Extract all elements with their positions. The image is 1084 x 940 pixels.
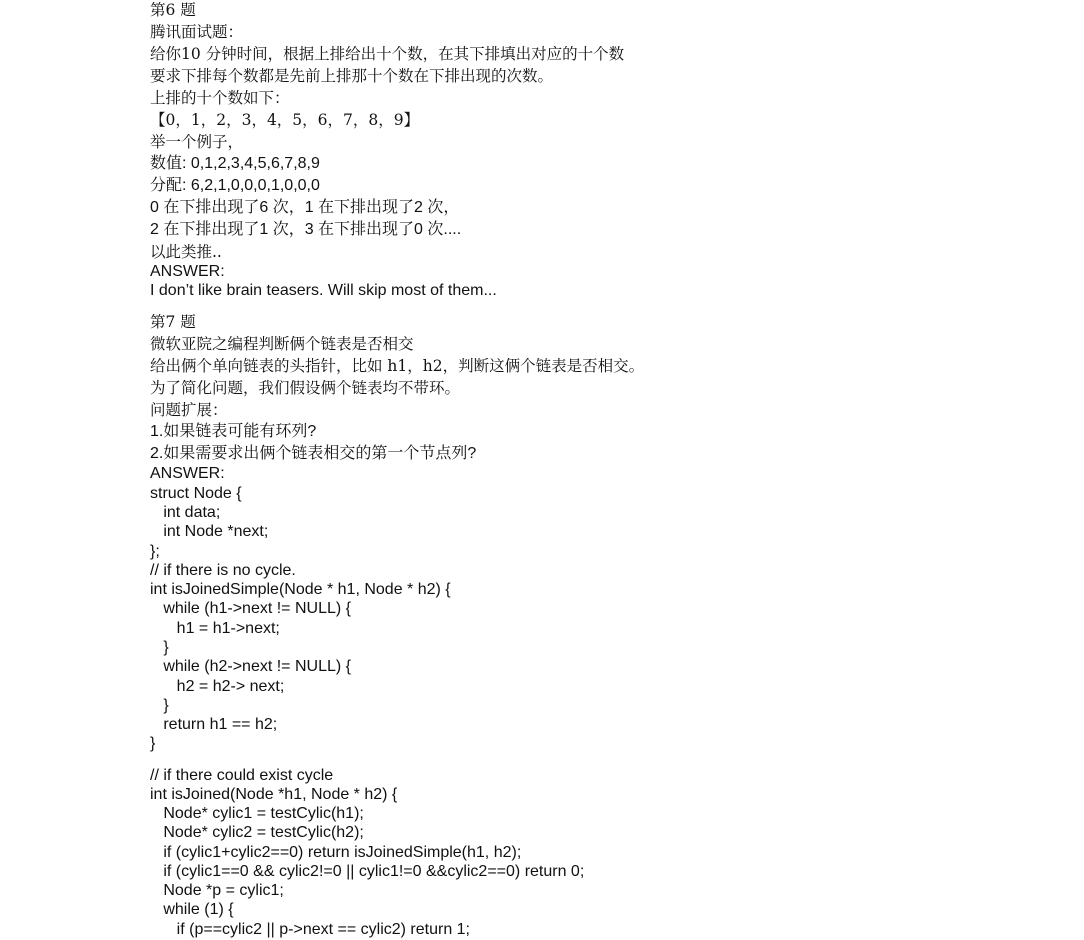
- code-line: if (cylic1==0 && cylic2!=0 || cylic1!=0 &&cylic2==0) return 0;: [150, 863, 585, 880]
- q6-distribution-line: 分配: 6,2,1,0,0,0,1,0,0,0: [150, 177, 320, 194]
- code-line: int data;: [150, 504, 221, 521]
- code-line: while (h1->next != NULL) {: [150, 600, 351, 617]
- q7-extension-2: 2.如果需要求出俩个链表相交的第一个节点列?: [150, 445, 477, 462]
- q7-desc-2: 为了简化问题，我们假设俩个链表均不带环。: [150, 379, 461, 397]
- code-line: h2 = h2-> next;: [150, 678, 285, 695]
- code-line: }: [150, 697, 169, 714]
- q6-subtitle: 腾讯面试题：: [150, 23, 244, 41]
- q6-title: 第6 题: [150, 1, 196, 19]
- code-line: Node *p = cylic1;: [150, 882, 284, 899]
- code-line: return h1 == h2;: [150, 716, 278, 733]
- q7-title: 第7 题: [150, 313, 196, 331]
- q7-answer-label: ANSWER:: [150, 465, 225, 482]
- q6-answer-label: ANSWER:: [150, 263, 225, 280]
- code-line: int isJoinedSimple(Node * h1, Node * h2) {: [150, 581, 451, 598]
- q6-answer-text: I don’t like brain teasers. Will skip most of them...: [150, 282, 497, 299]
- code-line: // if there is no cycle.: [150, 562, 296, 579]
- code-line: // if there could exist cycle: [150, 767, 334, 784]
- q7-extension-1: 1.如果链表可能有环列?: [150, 423, 317, 440]
- q6-etc: 以此类推..: [150, 243, 222, 261]
- q7-extension-label: 问题扩展：: [150, 401, 228, 419]
- q7-desc-1: 给出俩个单向链表的头指针，比如 h1，h2，判断这俩个链表是否相交。: [150, 357, 645, 375]
- q6-desc-2: 要求下排每个数都是先前上排那十个数在下排出现的次数。: [150, 67, 554, 85]
- code-line: if (p==cylic2 || p->next == cylic2) return 1;: [150, 921, 470, 938]
- q6-explain-2: 2 在下排出现了1 次，3 在下排出现了0 次....: [150, 221, 462, 238]
- q7-subtitle: 微软亚院之编程判断俩个链表是否相交: [150, 335, 414, 353]
- code-line: };: [150, 543, 160, 560]
- code-line: }: [150, 639, 169, 656]
- q6-values-line: 数值: 0,1,2,3,4,5,6,7,8,9: [150, 155, 320, 172]
- code-line: struct Node {: [150, 485, 242, 502]
- code-line: Node* cylic1 = testCylic(h1);: [150, 805, 364, 822]
- code-line: int Node *next;: [150, 523, 269, 540]
- q6-desc-3: 上排的十个数如下：: [150, 89, 290, 107]
- q6-numbers: 【0，1，2，3，4，5，6，7，8，9】: [150, 111, 420, 129]
- code-line: h1 = h1->next;: [150, 620, 280, 637]
- code-line: while (h2->next != NULL) {: [150, 658, 351, 675]
- code-line: Node* cylic2 = testCylic(h2);: [150, 824, 364, 841]
- q6-example-intro: 举一个例子，: [150, 133, 244, 151]
- code-line: }: [150, 735, 156, 752]
- code-line: int isJoined(Node *h1, Node * h2) {: [150, 786, 398, 803]
- code-line: if (cylic1+cylic2==0) return isJoinedSimple(h1, h2);: [150, 844, 522, 861]
- q6-explain-1: 0 在下排出现了6 次，1 在下排出现了2 次，: [150, 199, 460, 216]
- code-line: while (1) {: [150, 901, 234, 918]
- q6-desc-1: 给你10 分钟时间，根据上排给出十个数，在其下排填出对应的十个数: [150, 45, 625, 63]
